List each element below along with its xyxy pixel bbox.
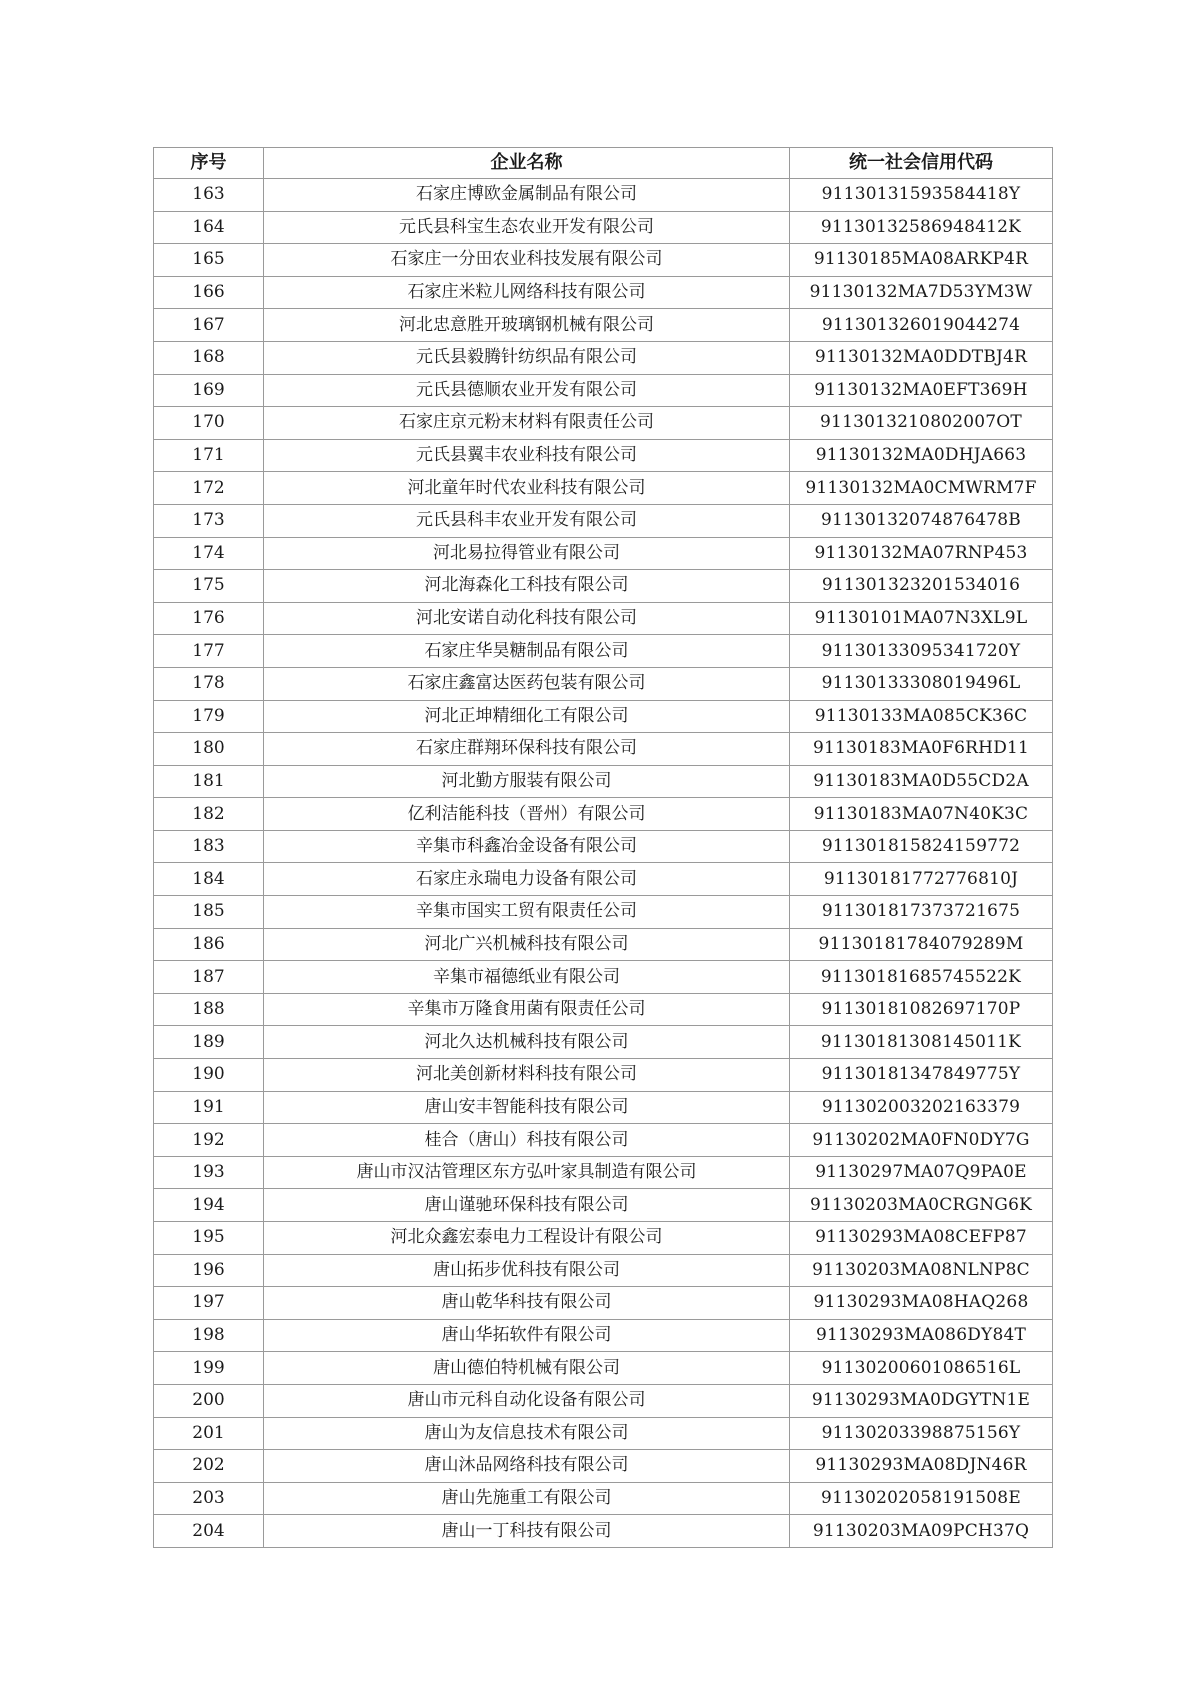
- credit-code-cell: 91130181082697170P: [790, 993, 1053, 1026]
- table-row: [154, 765, 1053, 798]
- seq-cell: 168: [154, 341, 264, 374]
- seq-cell: 185: [154, 896, 264, 929]
- company-name-cell: 河北安诺自动化科技有限公司: [264, 602, 790, 635]
- seq-cell: 194: [154, 1189, 264, 1222]
- seq-cell: 200: [154, 1384, 264, 1417]
- seq-cell: 202: [154, 1450, 264, 1483]
- credit-code-cell: 91130203MA08NLNP8C: [790, 1254, 1053, 1287]
- company-name-cell: 河北易拉得管业有限公司: [264, 537, 790, 570]
- table-row: [154, 1059, 1053, 1092]
- seq-cell: 189: [154, 1026, 264, 1059]
- header-code: 统一社会信用代码: [790, 148, 1053, 179]
- company-name-cell: 亿利洁能科技（晋州）有限公司: [264, 798, 790, 831]
- credit-code-cell: 91130181784079289M: [790, 928, 1053, 961]
- credit-code-cell: 91130132MA0DHJA663: [790, 439, 1053, 472]
- credit-code-cell: 91130132MA07RNP453: [790, 537, 1053, 570]
- credit-code-cell: 91130185MA08ARKP4R: [790, 244, 1053, 277]
- company-name-cell: 辛集市福德纸业有限公司: [264, 961, 790, 994]
- company-name-cell: 唐山乾华科技有限公司: [264, 1287, 790, 1320]
- seq-cell: 173: [154, 504, 264, 537]
- seq-cell: 171: [154, 439, 264, 472]
- company-name-cell: 桂合（唐山）科技有限公司: [264, 1124, 790, 1157]
- company-name-cell: 石家庄永瑞电力设备有限公司: [264, 863, 790, 896]
- table-row: [154, 211, 1053, 244]
- table-row: [154, 504, 1053, 537]
- seq-cell: 179: [154, 700, 264, 733]
- credit-code-cell: 91130131593584418Y: [790, 179, 1053, 212]
- table-row: [154, 961, 1053, 994]
- table-row: [154, 374, 1053, 407]
- seq-cell: 169: [154, 374, 264, 407]
- seq-cell: 164: [154, 211, 264, 244]
- credit-code-cell: 91130293MA086DY84T: [790, 1319, 1053, 1352]
- table-row: [154, 1026, 1053, 1059]
- credit-code-cell: 91130183MA0F6RHD11: [790, 733, 1053, 766]
- credit-code-cell: 91130200601086516L: [790, 1352, 1053, 1385]
- credit-code-cell: 91130293MA08HAQ268: [790, 1287, 1053, 1320]
- company-name-cell: 唐山市元科自动化设备有限公司: [264, 1384, 790, 1417]
- credit-code-cell: 911301817373721675: [790, 896, 1053, 929]
- credit-code-cell: 91130183MA07N40K3C: [790, 798, 1053, 831]
- credit-code-cell: 91130183MA0D55CD2A: [790, 765, 1053, 798]
- credit-code-cell: 91130181347849775Y: [790, 1059, 1053, 1092]
- credit-code-cell: 91130132MA0CMWRM7F: [790, 472, 1053, 505]
- company-name-cell: 唐山华拓软件有限公司: [264, 1319, 790, 1352]
- table-row: [154, 667, 1053, 700]
- table-row: [154, 309, 1053, 342]
- seq-cell: 197: [154, 1287, 264, 1320]
- seq-cell: 180: [154, 733, 264, 766]
- credit-code-cell: 91130132MA7D53YM3W: [790, 276, 1053, 309]
- table-row: [154, 1254, 1053, 1287]
- table-row: [154, 1352, 1053, 1385]
- company-name-cell: 石家庄华昊糖制品有限公司: [264, 635, 790, 668]
- company-name-cell: 河北广兴机械科技有限公司: [264, 928, 790, 961]
- table-row: [154, 1515, 1053, 1548]
- company-name-cell: 河北海森化工科技有限公司: [264, 570, 790, 603]
- table-row: [154, 407, 1053, 440]
- seq-cell: 183: [154, 830, 264, 863]
- credit-code-cell: 91130133095341720Y: [790, 635, 1053, 668]
- seq-cell: 191: [154, 1091, 264, 1124]
- table-row: [154, 1319, 1053, 1352]
- company-name-cell: 河北众鑫宏泰电力工程设计有限公司: [264, 1222, 790, 1255]
- table-row: [154, 1287, 1053, 1320]
- company-name-cell: 唐山先施重工有限公司: [264, 1482, 790, 1515]
- table-row: [154, 1189, 1053, 1222]
- company-name-cell: 辛集市万隆食用菌有限责任公司: [264, 993, 790, 1026]
- credit-code-cell: 91130101MA07N3XL9L: [790, 602, 1053, 635]
- table-row: [154, 1091, 1053, 1124]
- seq-cell: 182: [154, 798, 264, 831]
- company-name-cell: 唐山谨驰环保科技有限公司: [264, 1189, 790, 1222]
- table-row: [154, 537, 1053, 570]
- table-row: [154, 1482, 1053, 1515]
- company-name-cell: 河北美创新材料科技有限公司: [264, 1059, 790, 1092]
- company-name-cell: 唐山德伯特机械有限公司: [264, 1352, 790, 1385]
- credit-code-cell: 911301815824159772: [790, 830, 1053, 863]
- seq-cell: 204: [154, 1515, 264, 1548]
- credit-code-cell: 91130133308019496L: [790, 667, 1053, 700]
- seq-cell: 186: [154, 928, 264, 961]
- table-row: [154, 1450, 1053, 1483]
- company-name-cell: 河北正坤精细化工有限公司: [264, 700, 790, 733]
- seq-cell: 192: [154, 1124, 264, 1157]
- credit-code-cell: 911301323201534016: [790, 570, 1053, 603]
- seq-cell: 176: [154, 602, 264, 635]
- credit-code-cell: 91130133MA085CK36C: [790, 700, 1053, 733]
- company-name-cell: 元氏县科宝生态农业开发有限公司: [264, 211, 790, 244]
- company-name-cell: 河北童年时代农业科技有限公司: [264, 472, 790, 505]
- company-name-cell: 石家庄一分田农业科技发展有限公司: [264, 244, 790, 277]
- header-seq: 序号: [154, 148, 264, 179]
- table-row: [154, 1124, 1053, 1157]
- company-name-cell: 元氏县毅腾针纺织品有限公司: [264, 341, 790, 374]
- company-name-cell: 石家庄京元粉末材料有限责任公司: [264, 407, 790, 440]
- header-name: 企业名称: [264, 148, 790, 179]
- table-row: [154, 1156, 1053, 1189]
- company-name-cell: 河北久达机械科技有限公司: [264, 1026, 790, 1059]
- table-row: [154, 830, 1053, 863]
- company-name-cell: 石家庄博欧金属制品有限公司: [264, 179, 790, 212]
- credit-code-cell: 91130181308145011K: [790, 1026, 1053, 1059]
- table-row: [154, 896, 1053, 929]
- credit-code-cell: 91130181772776810J: [790, 863, 1053, 896]
- seq-cell: 178: [154, 667, 264, 700]
- credit-code-cell: 91130132MA0EFT369H: [790, 374, 1053, 407]
- credit-code-cell: 91130132MA0DDTBJ4R: [790, 341, 1053, 374]
- table-row: [154, 863, 1053, 896]
- company-name-cell: 辛集市科鑫冶金设备有限公司: [264, 830, 790, 863]
- credit-code-cell: 91130293MA0DGYTN1E: [790, 1384, 1053, 1417]
- table-row: [154, 928, 1053, 961]
- credit-code-cell: 91130202MA0FN0DY7G: [790, 1124, 1053, 1157]
- company-name-cell: 唐山市汉沽管理区东方弘叶家具制造有限公司: [264, 1156, 790, 1189]
- company-name-cell: 石家庄鑫富达医药包装有限公司: [264, 667, 790, 700]
- table-row: [154, 1417, 1053, 1450]
- table-row: [154, 733, 1053, 766]
- seq-cell: 167: [154, 309, 264, 342]
- credit-code-cell: 91130293MA08DJN46R: [790, 1450, 1053, 1483]
- table-row: [154, 700, 1053, 733]
- company-name-cell: 唐山沐品网络科技有限公司: [264, 1450, 790, 1483]
- seq-cell: 193: [154, 1156, 264, 1189]
- table-row: [154, 1384, 1053, 1417]
- table-row: [154, 798, 1053, 831]
- company-name-cell: 元氏县翼丰农业科技有限公司: [264, 439, 790, 472]
- company-name-cell: 石家庄群翔环保科技有限公司: [264, 733, 790, 766]
- credit-code-cell: 91130203398875156Y: [790, 1417, 1053, 1450]
- table-row: [154, 635, 1053, 668]
- seq-cell: 175: [154, 570, 264, 603]
- company-name-cell: 唐山拓步优科技有限公司: [264, 1254, 790, 1287]
- seq-cell: 203: [154, 1482, 264, 1515]
- seq-cell: 184: [154, 863, 264, 896]
- seq-cell: 201: [154, 1417, 264, 1450]
- company-name-cell: 元氏县德顺农业开发有限公司: [264, 374, 790, 407]
- credit-code-cell: 91130297MA07Q9PA0E: [790, 1156, 1053, 1189]
- credit-code-cell: 91130202058191508E: [790, 1482, 1053, 1515]
- table-row: [154, 244, 1053, 277]
- company-name-cell: 河北勤方服装有限公司: [264, 765, 790, 798]
- credit-code-cell: 911301326019044274: [790, 309, 1053, 342]
- seq-cell: 172: [154, 472, 264, 505]
- company-name-cell: 辛集市国实工贸有限责任公司: [264, 896, 790, 929]
- credit-code-cell: 91130293MA08CEFP87: [790, 1222, 1053, 1255]
- table-row: [154, 472, 1053, 505]
- credit-code-cell: 91130132586948412K: [790, 211, 1053, 244]
- seq-cell: 165: [154, 244, 264, 277]
- table-row: [154, 341, 1053, 374]
- credit-code-cell: 9113013210802007OT: [790, 407, 1053, 440]
- seq-cell: 198: [154, 1319, 264, 1352]
- table-row: [154, 570, 1053, 603]
- seq-cell: 187: [154, 961, 264, 994]
- table-row: [154, 993, 1053, 1026]
- table-row: [154, 439, 1053, 472]
- table-row: [154, 602, 1053, 635]
- seq-cell: 163: [154, 179, 264, 212]
- seq-cell: 190: [154, 1059, 264, 1092]
- company-name-cell: 唐山安丰智能科技有限公司: [264, 1091, 790, 1124]
- seq-cell: 188: [154, 993, 264, 1026]
- company-name-cell: 唐山为友信息技术有限公司: [264, 1417, 790, 1450]
- credit-code-cell: 91130203MA0CRGNG6K: [790, 1189, 1053, 1222]
- seq-cell: 195: [154, 1222, 264, 1255]
- credit-code-cell: 91130132074876478B: [790, 504, 1053, 537]
- seq-cell: 177: [154, 635, 264, 668]
- table-row: [154, 179, 1053, 212]
- credit-code-cell: 91130181685745522K: [790, 961, 1053, 994]
- table-header-row: [154, 148, 1053, 179]
- company-table: [153, 147, 1053, 1548]
- company-name-cell: 河北忠意胜开玻璃钢机械有限公司: [264, 309, 790, 342]
- company-name-cell: 元氏县科丰农业开发有限公司: [264, 504, 790, 537]
- credit-code-cell: 91130203MA09PCH37Q: [790, 1515, 1053, 1548]
- table-body: [154, 179, 1053, 1548]
- seq-cell: 174: [154, 537, 264, 570]
- company-name-cell: 唐山一丁科技有限公司: [264, 1515, 790, 1548]
- table-row: [154, 276, 1053, 309]
- seq-cell: 166: [154, 276, 264, 309]
- seq-cell: 181: [154, 765, 264, 798]
- table-row: [154, 1222, 1053, 1255]
- credit-code-cell: 911302003202163379: [790, 1091, 1053, 1124]
- seq-cell: 170: [154, 407, 264, 440]
- seq-cell: 199: [154, 1352, 264, 1385]
- seq-cell: 196: [154, 1254, 264, 1287]
- company-name-cell: 石家庄米粒儿网络科技有限公司: [264, 276, 790, 309]
